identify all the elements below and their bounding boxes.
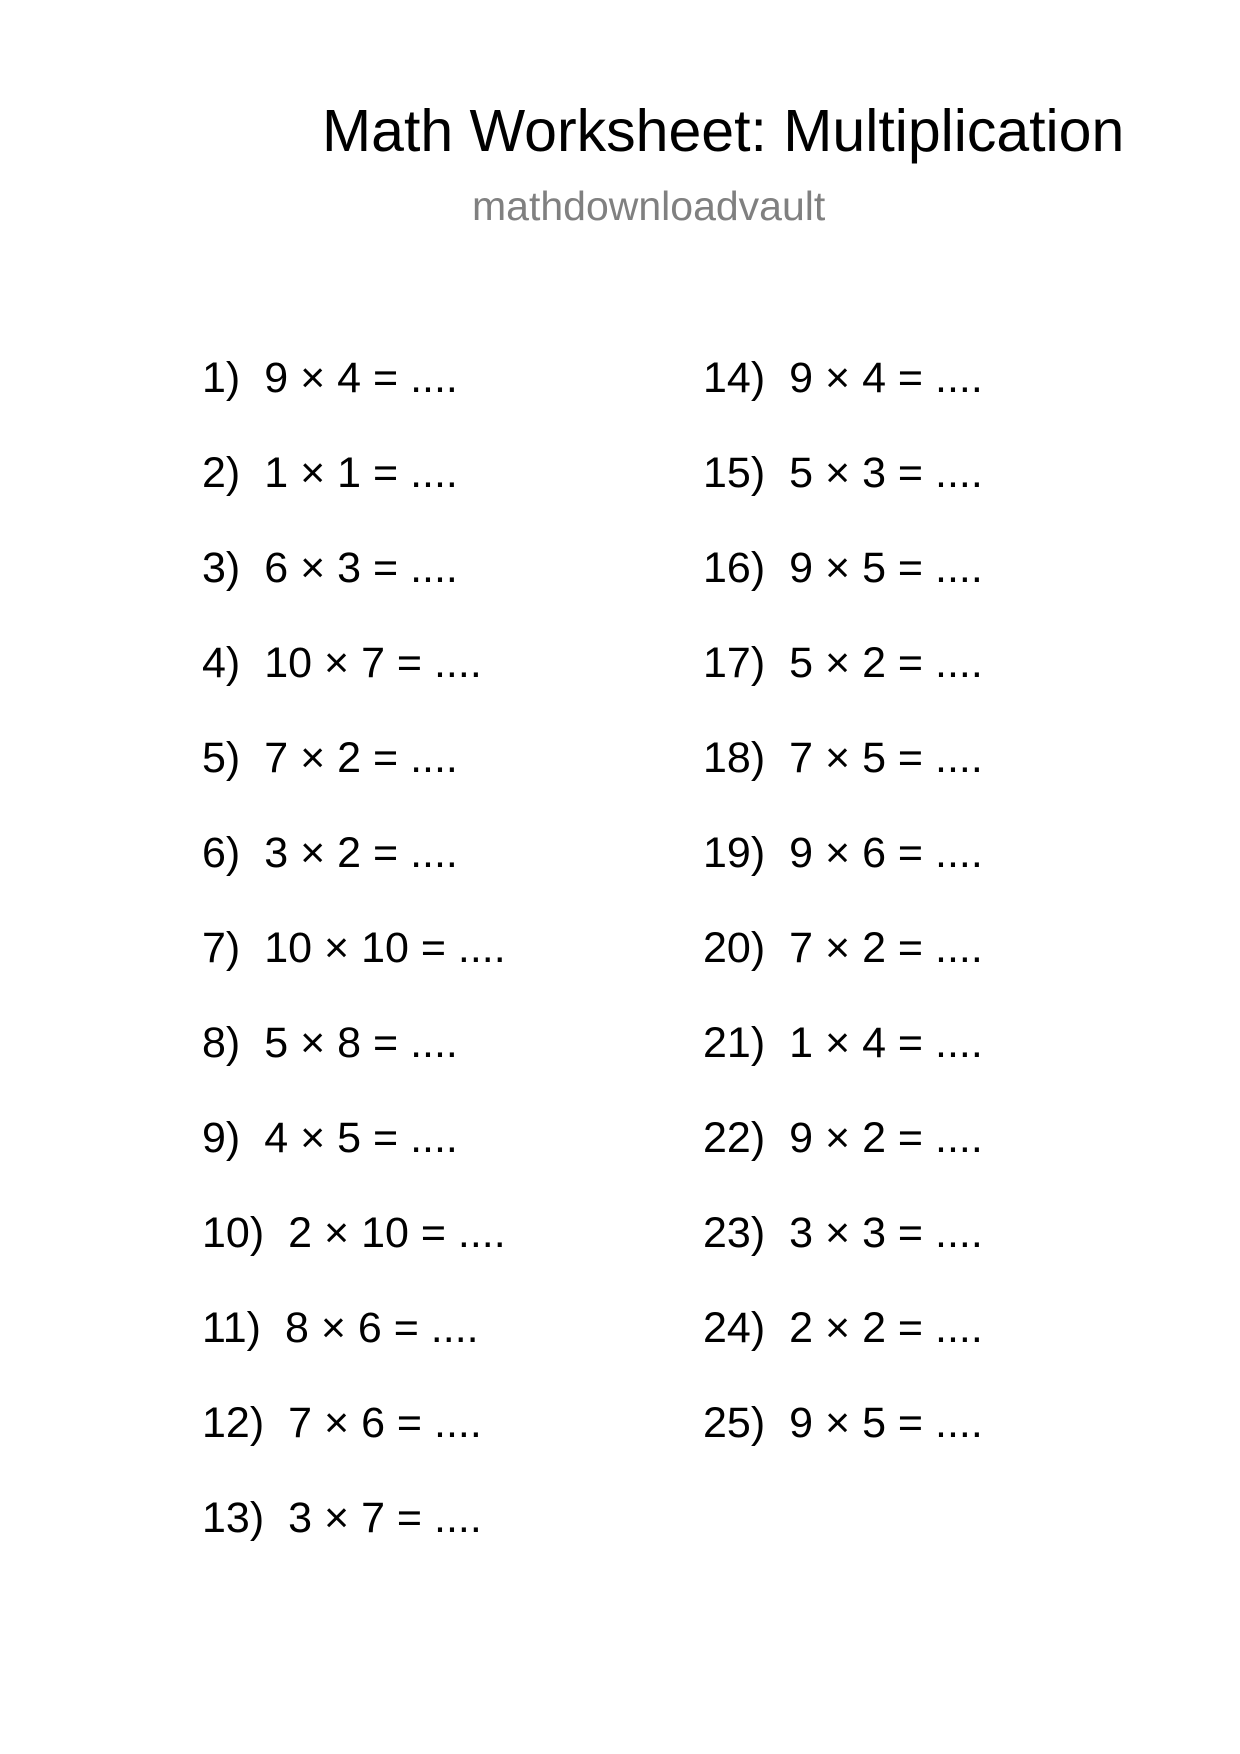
problem-item — [703, 353, 983, 448]
problem-number: 8) — [202, 1019, 241, 1067]
problem-expression: 9 × 5 = .... — [789, 1399, 983, 1447]
problem-expression: 9 × 4 = .... — [789, 354, 983, 402]
page-title: Math Worksheet: Multiplication — [322, 98, 1125, 164]
problem-number: 21) — [703, 1019, 766, 1067]
problem-item — [703, 1398, 983, 1493]
problem-item — [703, 638, 983, 733]
problem-item — [703, 923, 983, 1018]
problem-expression: 3 × 2 = .... — [264, 829, 458, 877]
problem-number: 14) — [703, 354, 766, 402]
problem-number: 16) — [703, 544, 766, 592]
problem-item — [703, 1113, 983, 1208]
problem-item — [202, 1303, 506, 1398]
problem-expression: 3 × 3 = .... — [789, 1209, 983, 1257]
problem-number: 9) — [202, 1114, 241, 1162]
problem-number: 24) — [703, 1304, 766, 1352]
problem-item — [202, 543, 506, 638]
problem-expression: 7 × 6 = .... — [288, 1399, 482, 1447]
problem-item — [202, 733, 506, 828]
problem-expression: 7 × 5 = .... — [789, 734, 983, 782]
problem-item — [202, 1493, 506, 1588]
problem-number: 18) — [703, 734, 766, 782]
problem-item — [703, 1208, 983, 1303]
problem-item — [703, 733, 983, 828]
problem-number: 10) — [202, 1209, 265, 1257]
problem-item — [202, 828, 506, 923]
problem-item — [202, 1018, 506, 1113]
problem-item — [703, 1303, 983, 1398]
problem-expression: 3 × 7 = .... — [288, 1494, 482, 1542]
problem-item — [703, 448, 983, 543]
problem-number: 19) — [703, 829, 766, 877]
problem-column-left — [202, 353, 506, 1588]
problem-item — [703, 543, 983, 638]
problem-expression: 2 × 10 = .... — [288, 1209, 506, 1257]
problem-number: 25) — [703, 1399, 766, 1447]
problem-number: 20) — [703, 924, 766, 972]
problem-item — [202, 1113, 506, 1208]
problem-number: 1) — [202, 354, 241, 402]
problem-expression: 4 × 5 = .... — [264, 1114, 458, 1162]
problem-number: 22) — [703, 1114, 766, 1162]
problem-column-right — [703, 353, 983, 1493]
problem-number: 11) — [202, 1304, 261, 1352]
problem-expression: 9 × 6 = .... — [789, 829, 983, 877]
problem-expression: 7 × 2 = .... — [789, 924, 983, 972]
problem-item — [202, 1398, 506, 1493]
problem-expression: 10 × 10 = .... — [264, 924, 506, 972]
problem-expression: 5 × 3 = .... — [789, 449, 983, 497]
problem-expression: 6 × 3 = .... — [264, 544, 458, 592]
problem-item — [202, 638, 506, 733]
problem-expression: 8 × 6 = .... — [284, 1304, 479, 1352]
problem-expression: 1 × 1 = .... — [264, 449, 458, 497]
problem-expression: 1 × 4 = .... — [789, 1019, 983, 1067]
problem-number: 6) — [202, 829, 241, 877]
problem-expression: 7 × 2 = .... — [264, 734, 458, 782]
problem-number: 4) — [202, 639, 241, 687]
problem-number: 5) — [202, 734, 241, 782]
problem-expression: 5 × 8 = .... — [264, 1019, 458, 1067]
problem-item — [202, 923, 506, 1018]
problem-expression: 9 × 2 = .... — [789, 1114, 983, 1162]
problem-number: 12) — [202, 1399, 265, 1447]
page-subtitle: mathdownloadvault — [472, 183, 826, 229]
problem-expression: 9 × 4 = .... — [264, 354, 458, 402]
problem-expression: 5 × 2 = .... — [789, 639, 983, 687]
problem-item — [202, 448, 506, 543]
problem-number: 15) — [703, 449, 766, 497]
problem-expression: 2 × 2 = .... — [789, 1304, 983, 1352]
problem-item — [202, 353, 506, 448]
problem-number: 23) — [703, 1209, 766, 1257]
problem-expression: 9 × 5 = .... — [789, 544, 983, 592]
problem-item — [703, 828, 983, 923]
problem-number: 3) — [202, 544, 241, 592]
problem-expression: 10 × 7 = .... — [264, 639, 482, 687]
problem-item — [703, 1018, 983, 1113]
problem-number: 2) — [202, 449, 241, 497]
problem-item — [202, 1208, 506, 1303]
problem-number: 7) — [202, 924, 241, 972]
problem-number: 13) — [202, 1494, 265, 1542]
problem-number: 17) — [703, 639, 766, 687]
